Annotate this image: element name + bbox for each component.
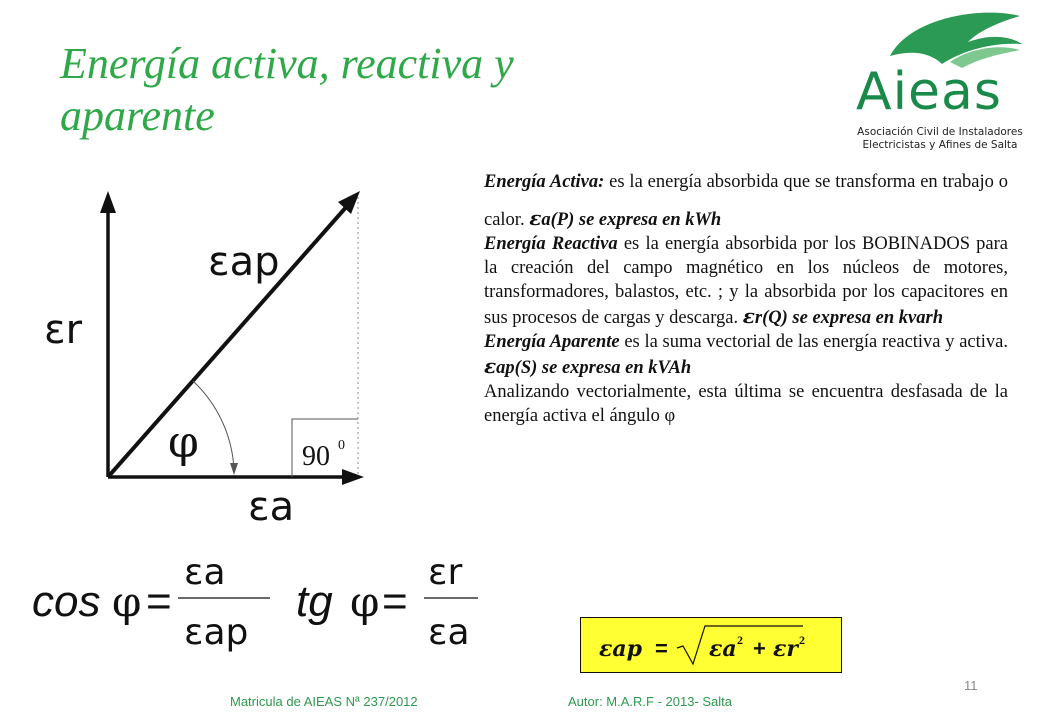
formula-term-active: εa: [709, 636, 737, 662]
denominator-active: εa: [428, 612, 470, 653]
logo-wordmark: Aieas: [856, 62, 1002, 122]
paragraph-active: [484, 164, 1008, 238]
cos-label: cos: [32, 577, 101, 626]
label-active-energy: εa: [248, 484, 295, 525]
expr-reactive: r(Q) se expresa en kvarh: [754, 308, 943, 328]
body-apparent: es la suma vectorial de las energía reactiva y activa.: [619, 332, 1008, 352]
epsilon-symbol: ε: [484, 354, 497, 378]
label-degree: 0: [338, 438, 345, 453]
denominator-apparent: εap: [184, 612, 249, 653]
paragraph-analysis: [484, 380, 1008, 428]
equals-sign: =: [146, 577, 172, 626]
epsilon-symbol: ε: [529, 206, 542, 230]
footer-registration: Matricula de AIEAS Nª 237/2012: [230, 694, 418, 709]
label-reactive: Energía Reactiva: [484, 234, 618, 254]
label-apparent-energy: εap: [208, 239, 280, 285]
apparent-energy-formula: [581, 618, 841, 672]
logo-subtitle: [850, 126, 1030, 152]
paragraph-reactive: [484, 232, 1008, 330]
formula-term-reactive: εr: [773, 636, 798, 662]
arc-arrowhead: [230, 463, 238, 475]
vector-diagram: [30, 175, 470, 525]
formula-plus: +: [753, 636, 766, 661]
formula-equals: =: [655, 636, 668, 661]
footer-author: Autor: M.A.R.F - 2013- Salta: [568, 694, 733, 709]
reactive-arrowhead: [100, 191, 116, 213]
epsilon-symbol: ε: [742, 304, 755, 328]
phi-symbol: φ: [350, 577, 380, 626]
angle-arc: [193, 381, 234, 470]
phi-symbol: φ: [112, 577, 142, 626]
expr-active: a(P) se expresa en kWh: [541, 210, 722, 230]
definitions-text: [484, 164, 1008, 428]
logo-subtitle-line-1: Asociación Civil de Instaladores: [857, 126, 1023, 138]
label-active: Energía Activa:: [484, 172, 605, 192]
phi-symbol: φ: [664, 406, 676, 426]
label-apparent: Energía Aparente: [484, 332, 620, 352]
label-phi: φ: [168, 417, 199, 468]
label-90: 90: [302, 441, 330, 472]
label-reactive-energy: εr: [44, 307, 83, 353]
formula-exponent: 2: [799, 633, 805, 647]
numerator-active: εa: [184, 552, 226, 593]
formula-lhs: εap: [599, 636, 643, 662]
equals-sign: =: [382, 577, 408, 626]
page-number: 11: [964, 678, 978, 693]
formula-exponent: 2: [737, 633, 743, 647]
tg-label: tg: [296, 577, 333, 626]
body-active: es la energía absorbida que se transforma en trabajo o calor.: [484, 172, 1008, 230]
slide-title: Energía activa, reactiva y aparente: [60, 39, 514, 140]
apparent-energy-formula-box: [580, 617, 842, 673]
active-arrowhead: [342, 469, 364, 485]
body-reactive: es la energía absorbida por los BOBINADOS para la creación del campo magnético en los núcleos de motores, transformadores, balastos, etc. ; y la absorbida por los capacitores en sus procesos de cargas y descarga.: [484, 234, 1009, 328]
expr-apparent: ap(S) se expresa en kVAh: [496, 358, 692, 378]
logo-subtitle-line-2: Electricistas y Afines de Salta: [862, 139, 1018, 151]
numerator-reactive: εr: [428, 552, 463, 593]
trig-formulas: [20, 540, 480, 670]
body-analysis: Analizando vectorialmente, esta última se encuentra desfasada de la energía activa el ángulo: [484, 382, 1008, 426]
paragraph-apparent: [484, 330, 1008, 380]
